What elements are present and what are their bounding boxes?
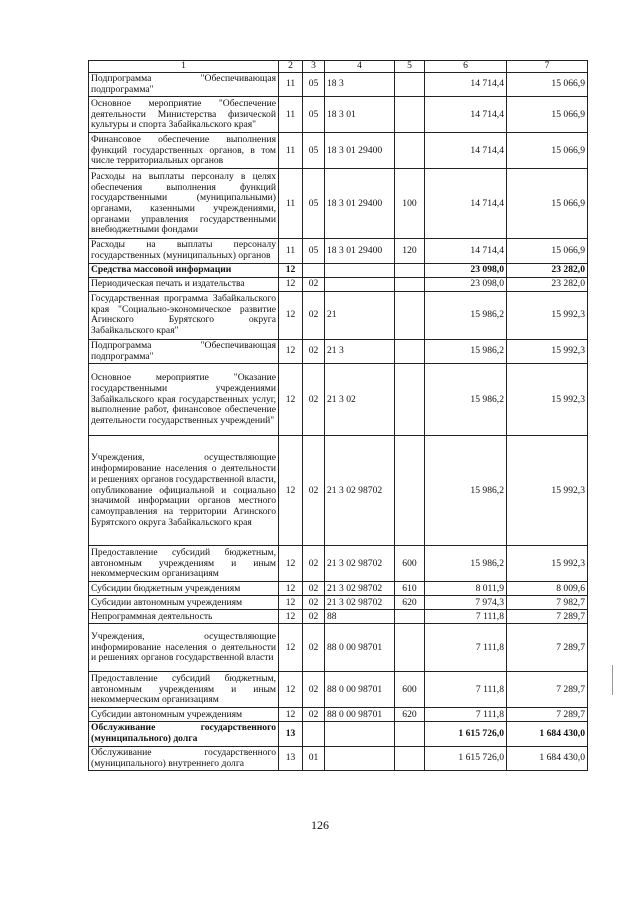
row-amount-1: 7 111,8 <box>425 708 507 722</box>
row-target-item: 21 <box>325 291 395 339</box>
row-section: 13 <box>279 746 303 770</box>
header-col-3: 3 <box>303 61 325 73</box>
row-amount-1: 14 714,4 <box>425 73 507 97</box>
row-name: Расходы на выплаты персоналу государственных (муниципальных) органов <box>89 239 279 263</box>
row-amount-1: 1 615 726,0 <box>425 746 507 770</box>
row-amount-2: 15 066,9 <box>507 97 588 133</box>
row-name: Учреждения, осуществляющие информирование населения о деятельности и решениях органов государственной власти, опубликование официальной и социально значимой информации органов местного самоуправления на территории Агинского Бурятского округа Забайкальского края <box>89 436 279 546</box>
row-amount-1: 8 011,9 <box>425 582 507 596</box>
row-amount-2: 15 066,9 <box>507 239 588 263</box>
row-section: 12 <box>279 364 303 436</box>
row-target-item: 88 0 00 98701 <box>325 708 395 722</box>
table-row <box>89 746 588 770</box>
header-col-4: 4 <box>325 61 395 73</box>
row-expense-type <box>395 624 425 672</box>
row-section: 12 <box>279 610 303 624</box>
row-section: 11 <box>279 97 303 133</box>
table-row <box>89 708 588 722</box>
row-target-item: 88 0 00 98701 <box>325 672 395 708</box>
row-name: Основное мероприятие "Обеспечение деятельности Министерства физической культуры и спорта Забайкальского края" <box>89 97 279 133</box>
table-row <box>89 596 588 610</box>
row-section: 12 <box>279 291 303 339</box>
row-subsection: 02 <box>303 672 325 708</box>
row-expense-type <box>395 73 425 97</box>
row-target-item <box>325 277 395 291</box>
row-amount-1: 7 111,8 <box>425 672 507 708</box>
header-col-2: 2 <box>279 61 303 73</box>
row-target-item: 21 3 02 <box>325 364 395 436</box>
row-section: 13 <box>279 722 303 746</box>
row-name: Основное мероприятие "Оказание государственными учреждениями Забайкальского края государственных услуг, выполнение работ, финансовое обеспечение деятельности государственных учреждений" <box>89 364 279 436</box>
row-amount-1: 15 986,2 <box>425 339 507 363</box>
row-amount-1: 15 986,2 <box>425 436 507 546</box>
row-name: Субсидии автономным учреждениям <box>89 708 279 722</box>
row-expense-type <box>395 364 425 436</box>
row-name: Предоставление субсидий бюджетным, автономным учреждениям и иным некоммерческим организациям <box>89 672 279 708</box>
row-section: 12 <box>279 436 303 546</box>
row-amount-2: 1 684 430,0 <box>507 722 588 746</box>
row-name: Подпрограмма "Обеспечивающая подпрограмма" <box>89 73 279 97</box>
table-header <box>89 61 588 73</box>
row-section: 11 <box>279 73 303 97</box>
row-amount-1: 23 098,0 <box>425 263 507 277</box>
row-subsection: 02 <box>303 546 325 582</box>
row-subsection: 05 <box>303 73 325 97</box>
row-amount-2: 15 066,9 <box>507 133 588 169</box>
table-row <box>89 263 588 277</box>
table-row <box>89 97 588 133</box>
table-body <box>89 73 588 771</box>
row-amount-1: 14 714,4 <box>425 169 507 239</box>
row-section: 12 <box>279 263 303 277</box>
row-name: Обслуживание государственного (муниципального) долга <box>89 722 279 746</box>
row-target-item: 21 3 02 98702 <box>325 596 395 610</box>
row-name: Периодическая печать и издательства <box>89 277 279 291</box>
row-subsection: 02 <box>303 708 325 722</box>
row-name: Субсидии автономным учреждениям <box>89 596 279 610</box>
row-amount-2: 8 009,6 <box>507 582 588 596</box>
row-subsection: 02 <box>303 291 325 339</box>
row-name: Субсидии бюджетным учреждениям <box>89 582 279 596</box>
header-row <box>89 61 588 73</box>
row-subsection: 02 <box>303 624 325 672</box>
row-expense-type <box>395 610 425 624</box>
row-subsection: 02 <box>303 339 325 363</box>
row-subsection: 02 <box>303 277 325 291</box>
table-row <box>89 133 588 169</box>
table-row <box>89 436 588 546</box>
row-name: Подпрограмма "Обеспечивающая подпрограмма" <box>89 339 279 363</box>
row-target-item: 18 3 01 29400 <box>325 133 395 169</box>
row-name: Финансовое обеспечение выполнения функций государственных органов, в том числе территориальных органов <box>89 133 279 169</box>
table-row <box>89 73 588 97</box>
row-subsection: 02 <box>303 596 325 610</box>
row-amount-1: 14 714,4 <box>425 97 507 133</box>
row-amount-2: 7 289,7 <box>507 708 588 722</box>
row-name: Учреждения, осуществляющие информирование населения о деятельности и решениях органов государственной власти <box>89 624 279 672</box>
row-name: Государственная программа Забайкальского края "Социально-экономическое развитие Агинского Бурятского округа Забайкальского края" <box>89 291 279 339</box>
row-section: 12 <box>279 277 303 291</box>
row-section: 11 <box>279 133 303 169</box>
row-target-item <box>325 263 395 277</box>
row-target-item: 21 3 02 98702 <box>325 582 395 596</box>
row-subsection: 02 <box>303 436 325 546</box>
table-row <box>89 672 588 708</box>
row-target-item: 18 3 01 29400 <box>325 169 395 239</box>
table-row <box>89 546 588 582</box>
table-row <box>89 169 588 239</box>
row-expense-type <box>395 133 425 169</box>
table-row <box>89 239 588 263</box>
row-section: 12 <box>279 624 303 672</box>
row-amount-2: 15 992,3 <box>507 436 588 546</box>
row-name: Средства массовой информации <box>89 263 279 277</box>
table-row <box>89 364 588 436</box>
row-section: 11 <box>279 169 303 239</box>
header-col-7: 7 <box>507 61 588 73</box>
page-number: 126 <box>311 818 329 832</box>
row-subsection: 05 <box>303 133 325 169</box>
row-subsection <box>303 263 325 277</box>
table-row <box>89 610 588 624</box>
row-expense-type: 620 <box>395 708 425 722</box>
row-name: Непрограммная деятельность <box>89 610 279 624</box>
row-subsection: 02 <box>303 364 325 436</box>
row-amount-2: 15 992,3 <box>507 364 588 436</box>
table-row <box>89 624 588 672</box>
row-amount-2: 23 282,0 <box>507 277 588 291</box>
table-row <box>89 722 588 746</box>
table-row <box>89 339 588 363</box>
row-subsection: 02 <box>303 582 325 596</box>
row-section: 12 <box>279 708 303 722</box>
row-expense-type <box>395 291 425 339</box>
row-subsection: 05 <box>303 97 325 133</box>
row-expense-type <box>395 263 425 277</box>
row-target-item: 21 3 02 98702 <box>325 436 395 546</box>
row-amount-1: 7 111,8 <box>425 610 507 624</box>
row-expense-type <box>395 436 425 546</box>
row-target-item: 18 3 01 29400 <box>325 239 395 263</box>
row-target-item: 88 0 00 98701 <box>325 624 395 672</box>
header-col-5: 5 <box>395 61 425 73</box>
row-amount-2: 7 289,7 <box>507 672 588 708</box>
row-section: 12 <box>279 546 303 582</box>
row-target-item: 18 3 <box>325 73 395 97</box>
budget-table <box>88 60 588 771</box>
row-subsection: 01 <box>303 746 325 770</box>
row-amount-2: 15 992,3 <box>507 339 588 363</box>
header-col-6: 6 <box>425 61 507 73</box>
row-target-item <box>325 722 395 746</box>
table-row <box>89 291 588 339</box>
row-amount-2: 15 066,9 <box>507 169 588 239</box>
row-subsection: 02 <box>303 610 325 624</box>
row-subsection: 05 <box>303 239 325 263</box>
row-subsection <box>303 722 325 746</box>
row-name: Обслуживание государственного (муниципального) внутреннего долга <box>89 746 279 770</box>
row-expense-type: 620 <box>395 596 425 610</box>
row-name: Расходы на выплаты персоналу в целях обеспечения выполнения функций государственными (муниципальными) органами, казенными учреждениями, органами управления государственными внебюджетными фондами <box>89 169 279 239</box>
margin-mark <box>612 665 613 695</box>
row-amount-2: 15 066,9 <box>507 73 588 97</box>
row-amount-1: 15 986,2 <box>425 546 507 582</box>
row-target-item <box>325 746 395 770</box>
row-expense-type: 600 <box>395 546 425 582</box>
row-expense-type <box>395 746 425 770</box>
header-col-1: 1 <box>89 61 279 73</box>
row-section: 12 <box>279 672 303 708</box>
table-row <box>89 277 588 291</box>
row-target-item: 21 3 <box>325 339 395 363</box>
row-amount-1: 15 986,2 <box>425 364 507 436</box>
row-amount-1: 23 098,0 <box>425 277 507 291</box>
row-expense-type: 610 <box>395 582 425 596</box>
row-section: 12 <box>279 339 303 363</box>
table-row <box>89 582 588 596</box>
row-amount-2: 15 992,3 <box>507 546 588 582</box>
row-subsection: 05 <box>303 169 325 239</box>
row-amount-2: 7 982,7 <box>507 596 588 610</box>
row-name: Предоставление субсидий бюджетным, автономным учреждениям и иным некоммерческим организациям <box>89 546 279 582</box>
row-section: 12 <box>279 596 303 610</box>
row-section: 11 <box>279 239 303 263</box>
row-amount-1: 14 714,4 <box>425 239 507 263</box>
row-amount-2: 15 992,3 <box>507 291 588 339</box>
row-target-item: 18 3 01 <box>325 97 395 133</box>
row-expense-type <box>395 339 425 363</box>
row-amount-2: 1 684 430,0 <box>507 746 588 770</box>
row-amount-1: 7 974,3 <box>425 596 507 610</box>
row-section: 12 <box>279 582 303 596</box>
row-target-item: 21 3 02 98702 <box>325 546 395 582</box>
row-expense-type: 120 <box>395 239 425 263</box>
row-amount-2: 23 282,0 <box>507 263 588 277</box>
row-amount-1: 1 615 726,0 <box>425 722 507 746</box>
row-amount-2: 7 289,7 <box>507 610 588 624</box>
row-target-item: 88 <box>325 610 395 624</box>
row-amount-1: 7 111,8 <box>425 624 507 672</box>
row-expense-type: 100 <box>395 169 425 239</box>
row-amount-1: 15 986,2 <box>425 291 507 339</box>
row-expense-type: 600 <box>395 672 425 708</box>
row-expense-type <box>395 97 425 133</box>
row-amount-1: 14 714,4 <box>425 133 507 169</box>
row-amount-2: 7 289,7 <box>507 624 588 672</box>
row-expense-type <box>395 722 425 746</box>
row-expense-type <box>395 277 425 291</box>
